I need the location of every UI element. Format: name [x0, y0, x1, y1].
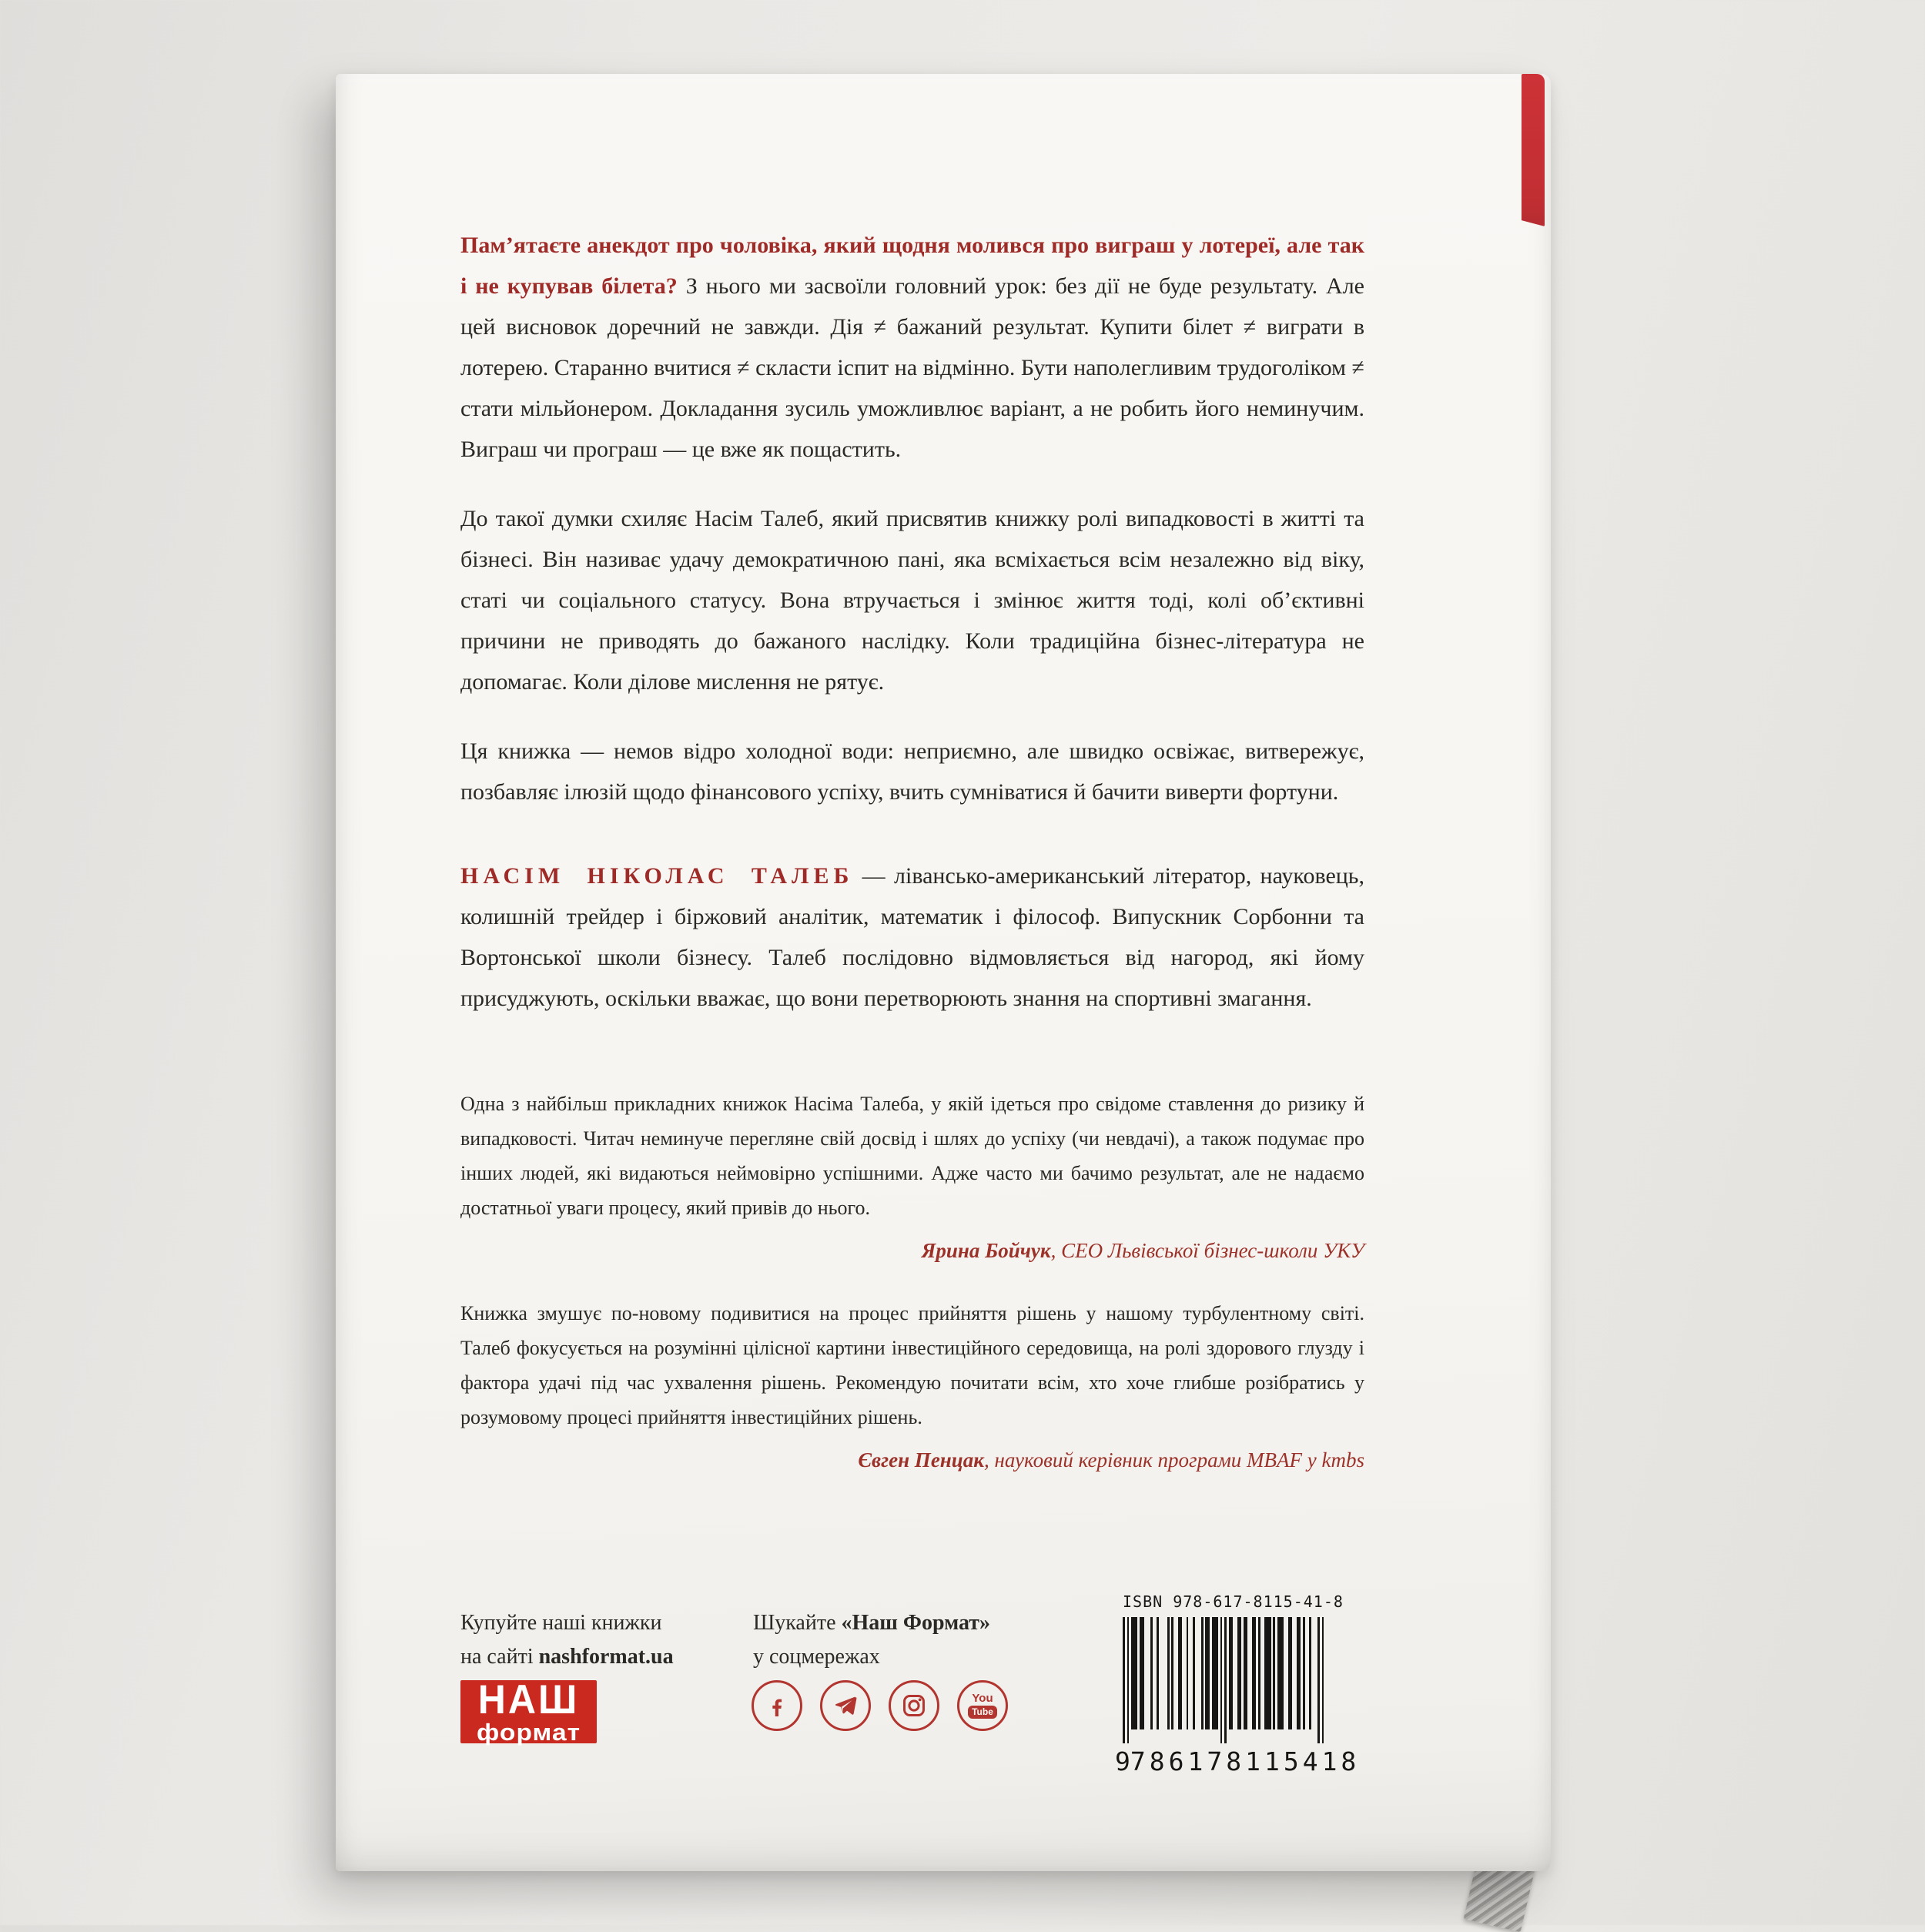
barcode-digits-right: 115418: [1245, 1746, 1361, 1776]
barcode-block: [1115, 1592, 1361, 1776]
cover-red-stripe: [1522, 74, 1545, 226]
author-bio: [460, 856, 1364, 1019]
youtube-tube-label: Tube: [968, 1706, 997, 1719]
back-cover-text: [460, 225, 1364, 1473]
youtube-you-label: You: [972, 1692, 993, 1705]
barcode-digit-lead: 9: [1115, 1746, 1130, 1776]
review-text-1: Одна з найбільш прикладних книжок Насіма Талеба, у якій ідеться про свідоме ставлення до ризику й випадковості. Читач неминуче перегляне свій досвід і шлях до успіху (чи невдачі), а також подумає про інших людей, які видаються неймовірно успішними. Адже часто ми бачимо результат, але не надаємо достатньої уваги процесу, який привів до нього.: [460, 1093, 1364, 1219]
review-attribution-2: [460, 1447, 1364, 1473]
blurb-paragraph-2: До такої думки схиляє Насім Талеб, який присвятив книжку ролі випадковості в житті та бізнесі. Він називає удачу демократичною пані, яка всміхається всім незалежно від віку, статі чи соціального статусу. Вона втручається і змінює життя тоді, колі об’єктивні причини не приводять до бажаного наслідку. Коли традиційна бізнес-література не допомагає. Коли ділове мислення не рятує.: [460, 506, 1364, 695]
review-role-1: , CEO Львівської бізнес-школи УКУ: [1050, 1239, 1364, 1262]
social-block: [753, 1606, 990, 1674]
review-author-2: Євген Пенцак: [858, 1448, 984, 1472]
review-role-2: , науковий керівник програми MBAF у kmbs: [984, 1448, 1364, 1472]
author-bio-text: — лівансько-американський літератор, науковець, колишній трейдер і біржовий аналітик, математик і філософ. Випускник Сорбонни та Вортонської школи бізнесу. Талеб послідовно відмовляється від нагород, які йому присуджують, оскільки вважає, що вони перетворюють знання на спортивні змагання.: [460, 863, 1364, 1011]
logo-nash: НАШ: [477, 1676, 580, 1722]
buy-block: [460, 1606, 674, 1674]
isbn-label: ISBN 978-617-8115-41-8: [1123, 1592, 1344, 1611]
site-url: nashformat.ua: [538, 1645, 674, 1669]
lead-highlight-red: Пам’ятаєте анекдот про чоловіка, який щодня молився про виграш у лотереї, але так і не купував білета?: [460, 233, 1364, 299]
author-name: НАСІМ НІКОЛАС ТАЛЕБ: [460, 863, 854, 889]
social-line-1: [753, 1606, 990, 1640]
review-text-2: Книжка змушує по-новому подивитися на процес прийняття рішень у нашому турбулентному світі. Талеб фокусується на розумінні цілісної картини інвестиційного середовища, на ролі здорового глузду і фактора удачі під час ухвалення рішень. Рекомендую почитати всім, хто хоче глибше розібратись у розумовому процесі прийняття інвестиційних рішень.: [460, 1302, 1364, 1428]
social-line-2: у соцмережах: [753, 1645, 880, 1669]
review-attribution-1: [460, 1237, 1364, 1264]
buy-line-1: Купуйте наші книжки: [460, 1611, 662, 1635]
buy-line-2-prefix: на сайті: [460, 1645, 539, 1669]
barcode-digits-left: 786178: [1130, 1746, 1246, 1776]
buy-line-2: [460, 1640, 674, 1674]
social-icons-row: [752, 1680, 1008, 1731]
review-author-1: Ярина Бойчук: [921, 1239, 1051, 1262]
barcode-bars: [1123, 1617, 1326, 1745]
lead-body-text: З нього ми засвоїли головний урок: без дії не буде результату. Але цей висновок доречний не завжди. Дія ≠ бажаний результат. Купити білет ≠ виграти в лотерею. Старанно вчитися ≠ скласти іспит на відмінно. Бути наполегливим трудоголіком ≠ стати мільйонером. Докладання зусиль уможливлює варіант, а не робить його неминучим. Виграш чи програш — це вже як пощастить.: [460, 273, 1364, 462]
social-brand: «Наш Формат»: [841, 1611, 991, 1635]
blurb-paragraph-3: Ця книжка — немов відро холодної води: неприємно, але швидко освіжає, витвережує, позбавляє ілюзій щодо фінансового успіху, вчить сумніватися й бачити виверти фортуни.: [460, 738, 1364, 805]
youtube-logo-text: [968, 1693, 997, 1719]
facebook-icon: [752, 1680, 802, 1731]
logo-format: формат: [476, 1718, 581, 1746]
blurb-paragraph-lead: [460, 225, 1364, 470]
telegram-icon: [820, 1680, 871, 1731]
youtube-icon: [957, 1680, 1008, 1731]
instagram-icon: [889, 1680, 939, 1731]
barcode-digits: [1115, 1746, 1361, 1776]
book-back-cover: [336, 74, 1551, 1871]
social-line-1-prefix: Шукайте: [753, 1611, 842, 1635]
publisher-logo: [460, 1676, 597, 1746]
